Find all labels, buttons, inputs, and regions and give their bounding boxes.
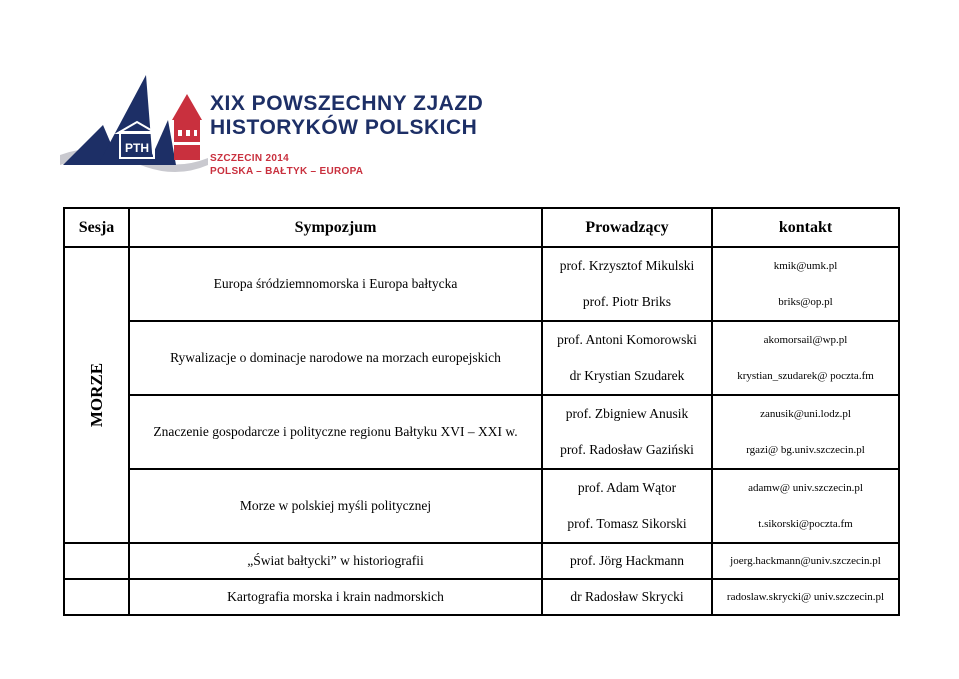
leader-name: prof. Jörg Hackmann (542, 543, 712, 579)
symposium-cell: Kartografia morska i krain nadmorskich (129, 579, 542, 615)
leader-cell (542, 247, 712, 321)
table-row (64, 543, 899, 579)
empty-session-cell (64, 543, 129, 579)
leader-name: prof. Zbigniew Anusik (565, 406, 689, 421)
contact-cell (712, 247, 899, 321)
leader-name: prof. Adam Wątor (577, 480, 677, 495)
header-contact: kontakt (712, 208, 899, 247)
logo-motto: POLSKA – BAŁTYK – EUROPA (210, 166, 364, 177)
symposium-cell: Rywalizacje o dominacje narodowe na morzach europejskich (129, 321, 542, 395)
logo-text (210, 92, 483, 178)
leader-name: prof. Tomasz Sikorski (567, 516, 687, 531)
leader-name: prof. Piotr Briks (582, 294, 672, 309)
contact-email[interactable]: akomorsail@wp.pl (763, 334, 848, 346)
emblem-label: PTH (125, 141, 149, 155)
symposium-cell: Europa śródziemnomorska i Europa bałtycka (129, 247, 542, 321)
session-label: MORZE (87, 362, 107, 428)
contact-cell (712, 469, 899, 543)
leader-name: prof. Antoni Komorowski (557, 332, 697, 347)
empty-session-cell (64, 579, 129, 615)
contact-email[interactable]: radoslaw.skrycki@ univ.szczecin.pl (712, 579, 899, 615)
contact-email[interactable]: krystian_szudarek@ poczta.fm (737, 370, 874, 382)
contact-email[interactable]: adamw@ univ.szczecin.pl (748, 482, 863, 494)
program-table (63, 207, 900, 616)
leader-name: dr Radosław Skrycki (542, 579, 712, 615)
sail-emblem-icon (58, 70, 208, 180)
contact-email[interactable]: joerg.hackmann@univ.szczecin.pl (712, 543, 899, 579)
leader-name: dr Krystian Szudarek (569, 368, 685, 383)
leader-cell (542, 469, 712, 543)
table-row (64, 395, 899, 469)
header-row (64, 208, 899, 247)
contact-email[interactable]: zanusik@uni.lodz.pl (760, 408, 851, 420)
leader-name: prof. Krzysztof Mikulski (559, 258, 695, 273)
contact-cell (712, 395, 899, 469)
table-row (64, 247, 899, 321)
table-row (64, 579, 899, 615)
leader-cell (542, 321, 712, 395)
congress-logo (58, 70, 488, 190)
contact-email[interactable]: t.sikorski@poczta.fm (758, 518, 853, 530)
leader-cell (542, 395, 712, 469)
header-symposium: Sympozjum (129, 208, 542, 247)
table-row (64, 321, 899, 395)
symposium-cell: Znaczenie gospodarcze i polityczne regionu Bałtyku XVI – XXI w. (129, 395, 542, 469)
contact-email[interactable]: kmik@umk.pl (773, 260, 838, 272)
symposium-cell: Morze w polskiej myśli politycznej (129, 469, 542, 543)
symposium-cell: „Świat bałtycki” w historiografii (129, 543, 542, 579)
contact-email[interactable]: briks@op.pl (778, 296, 833, 308)
logo-city-year: SZCZECIN 2014 (210, 153, 289, 164)
logo-title-line1: XIX POWSZECHNY ZJAZD (210, 92, 484, 115)
session-cell (64, 247, 129, 543)
table-row (64, 469, 899, 543)
leader-name: prof. Radosław Gaziński (560, 442, 694, 457)
contact-email[interactable]: rgazi@ bg.univ.szczecin.pl (746, 444, 865, 456)
contact-cell (712, 321, 899, 395)
logo-title-line2: HISTORYKÓW POLSKICH (210, 116, 478, 139)
header-session: Sesja (64, 208, 129, 247)
header-leader: Prowadzący (542, 208, 712, 247)
